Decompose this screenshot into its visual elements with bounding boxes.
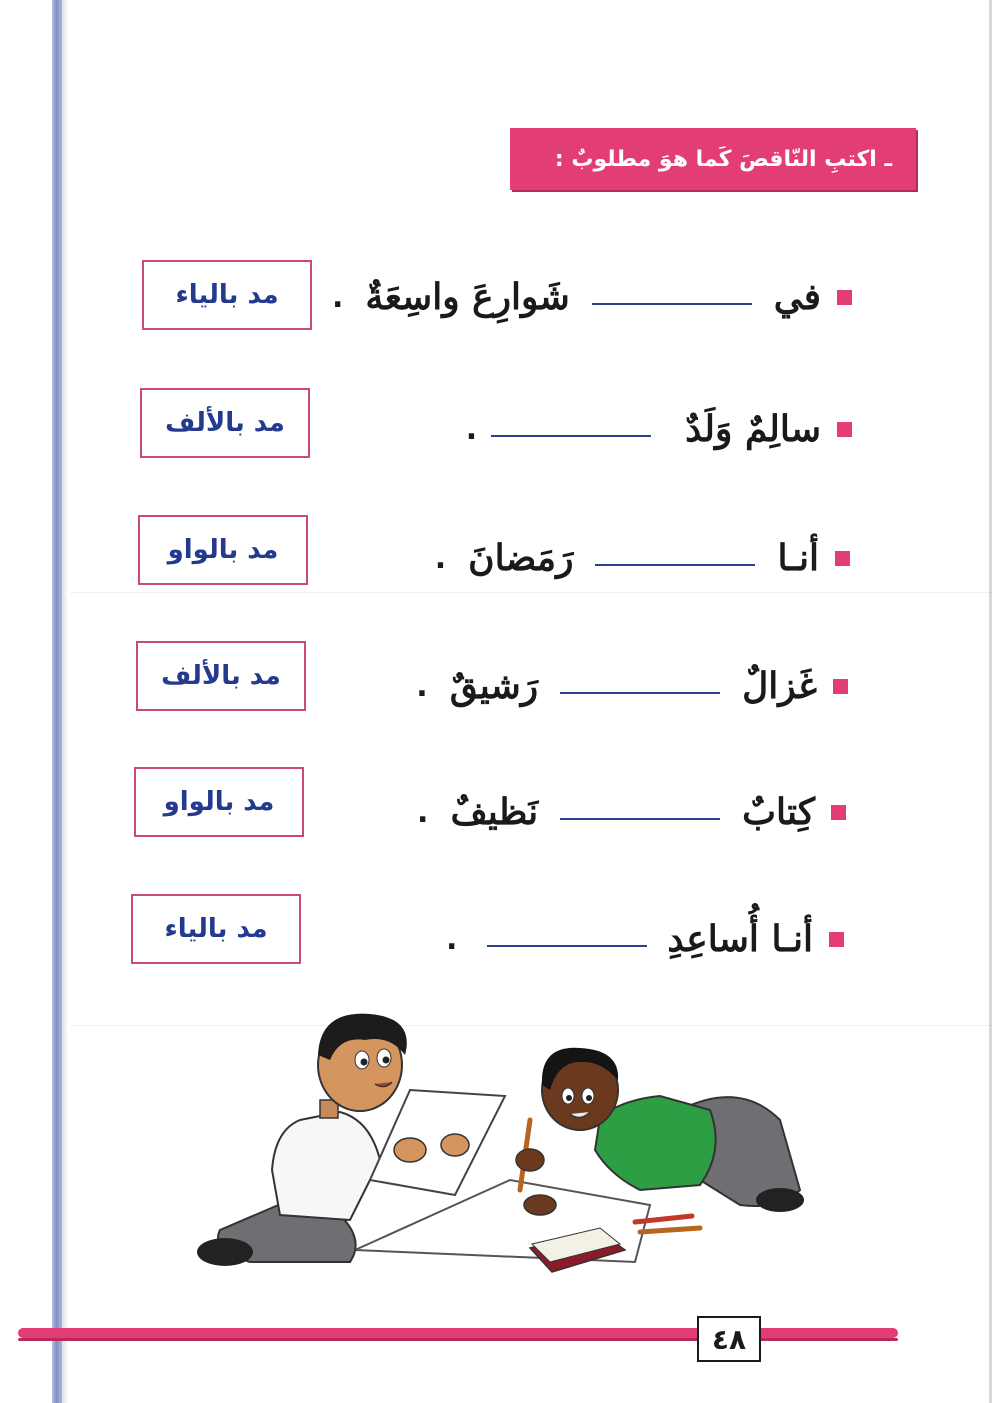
bullet-square-icon bbox=[837, 290, 852, 305]
bullet-square-icon bbox=[837, 422, 852, 437]
hint-box bbox=[142, 260, 312, 330]
exercise-row bbox=[0, 767, 992, 847]
exercise-sentence bbox=[446, 904, 844, 974]
sentence-start: غَزالٌ bbox=[742, 665, 817, 707]
sentence-start: أنـا bbox=[777, 537, 819, 579]
footer-rule bbox=[18, 1328, 898, 1338]
answer-blank[interactable] bbox=[487, 945, 647, 947]
hint-label: مد بالواو bbox=[167, 535, 279, 565]
hint-label: مد بالياء bbox=[175, 280, 279, 310]
sentence-end: نَظيفٌ bbox=[450, 791, 539, 833]
sentence-period: . bbox=[434, 540, 447, 576]
hint-box bbox=[138, 515, 308, 585]
page-number: ٤٨ bbox=[711, 1322, 747, 1356]
hint-label: مد بالياء bbox=[164, 914, 268, 944]
answer-blank[interactable] bbox=[592, 303, 752, 305]
instruction-banner bbox=[510, 128, 916, 190]
sentence-period: . bbox=[416, 668, 428, 704]
exercise-sentence bbox=[332, 262, 852, 332]
hint-label: مد بالألف bbox=[165, 408, 285, 438]
sentence-start: أنـا أُساعِدِ bbox=[667, 918, 813, 960]
sentence-end: شَوارِعَ واسِعَةٌ bbox=[365, 276, 570, 318]
sentence-period: . bbox=[465, 411, 478, 447]
hint-label: مد بالواو bbox=[163, 787, 275, 817]
answer-blank[interactable] bbox=[491, 435, 651, 437]
exercise-row bbox=[0, 260, 992, 340]
sentence-period: . bbox=[331, 279, 344, 315]
exercise-sentence bbox=[416, 651, 848, 721]
instruction-text: ـ اكتبِ النّاقصَ كَما هوَ مطلوبٌ : bbox=[554, 146, 892, 172]
answer-blank[interactable] bbox=[560, 818, 720, 820]
footer-rule-shadow bbox=[18, 1338, 898, 1341]
sentence-period: . bbox=[446, 921, 458, 957]
exercise-row bbox=[0, 641, 992, 721]
children-drawing-illustration bbox=[180, 1000, 810, 1290]
sentence-start: في bbox=[773, 276, 821, 318]
bullet-square-icon bbox=[831, 805, 846, 820]
sentence-end: رَشيقٌ bbox=[449, 665, 539, 707]
exercise-row bbox=[0, 894, 992, 974]
exercise-row bbox=[0, 515, 992, 595]
bullet-square-icon bbox=[835, 551, 850, 566]
held-paper bbox=[370, 1090, 505, 1195]
sentence-start: كِتابٌ bbox=[742, 791, 815, 833]
sentence-end: رَمَضانَ bbox=[468, 537, 574, 579]
hint-box bbox=[134, 767, 304, 837]
sentence-period: . bbox=[417, 794, 429, 830]
exercise-sentence bbox=[466, 394, 852, 464]
answer-blank[interactable] bbox=[595, 564, 755, 566]
page-number-box bbox=[697, 1316, 761, 1362]
hint-box bbox=[136, 641, 306, 711]
bullet-square-icon bbox=[829, 932, 844, 947]
hint-box bbox=[140, 388, 310, 458]
sentence-start: سالِمٌ وَلَدٌ bbox=[685, 408, 821, 450]
hint-label: مد بالألف bbox=[161, 661, 281, 691]
exercise-row bbox=[0, 388, 992, 468]
exercise-sentence bbox=[417, 777, 846, 847]
pencil-icon bbox=[640, 1228, 700, 1232]
bullet-square-icon bbox=[833, 679, 848, 694]
hint-box bbox=[131, 894, 301, 964]
answer-blank[interactable] bbox=[560, 692, 720, 694]
exercise-sentence bbox=[435, 523, 850, 593]
